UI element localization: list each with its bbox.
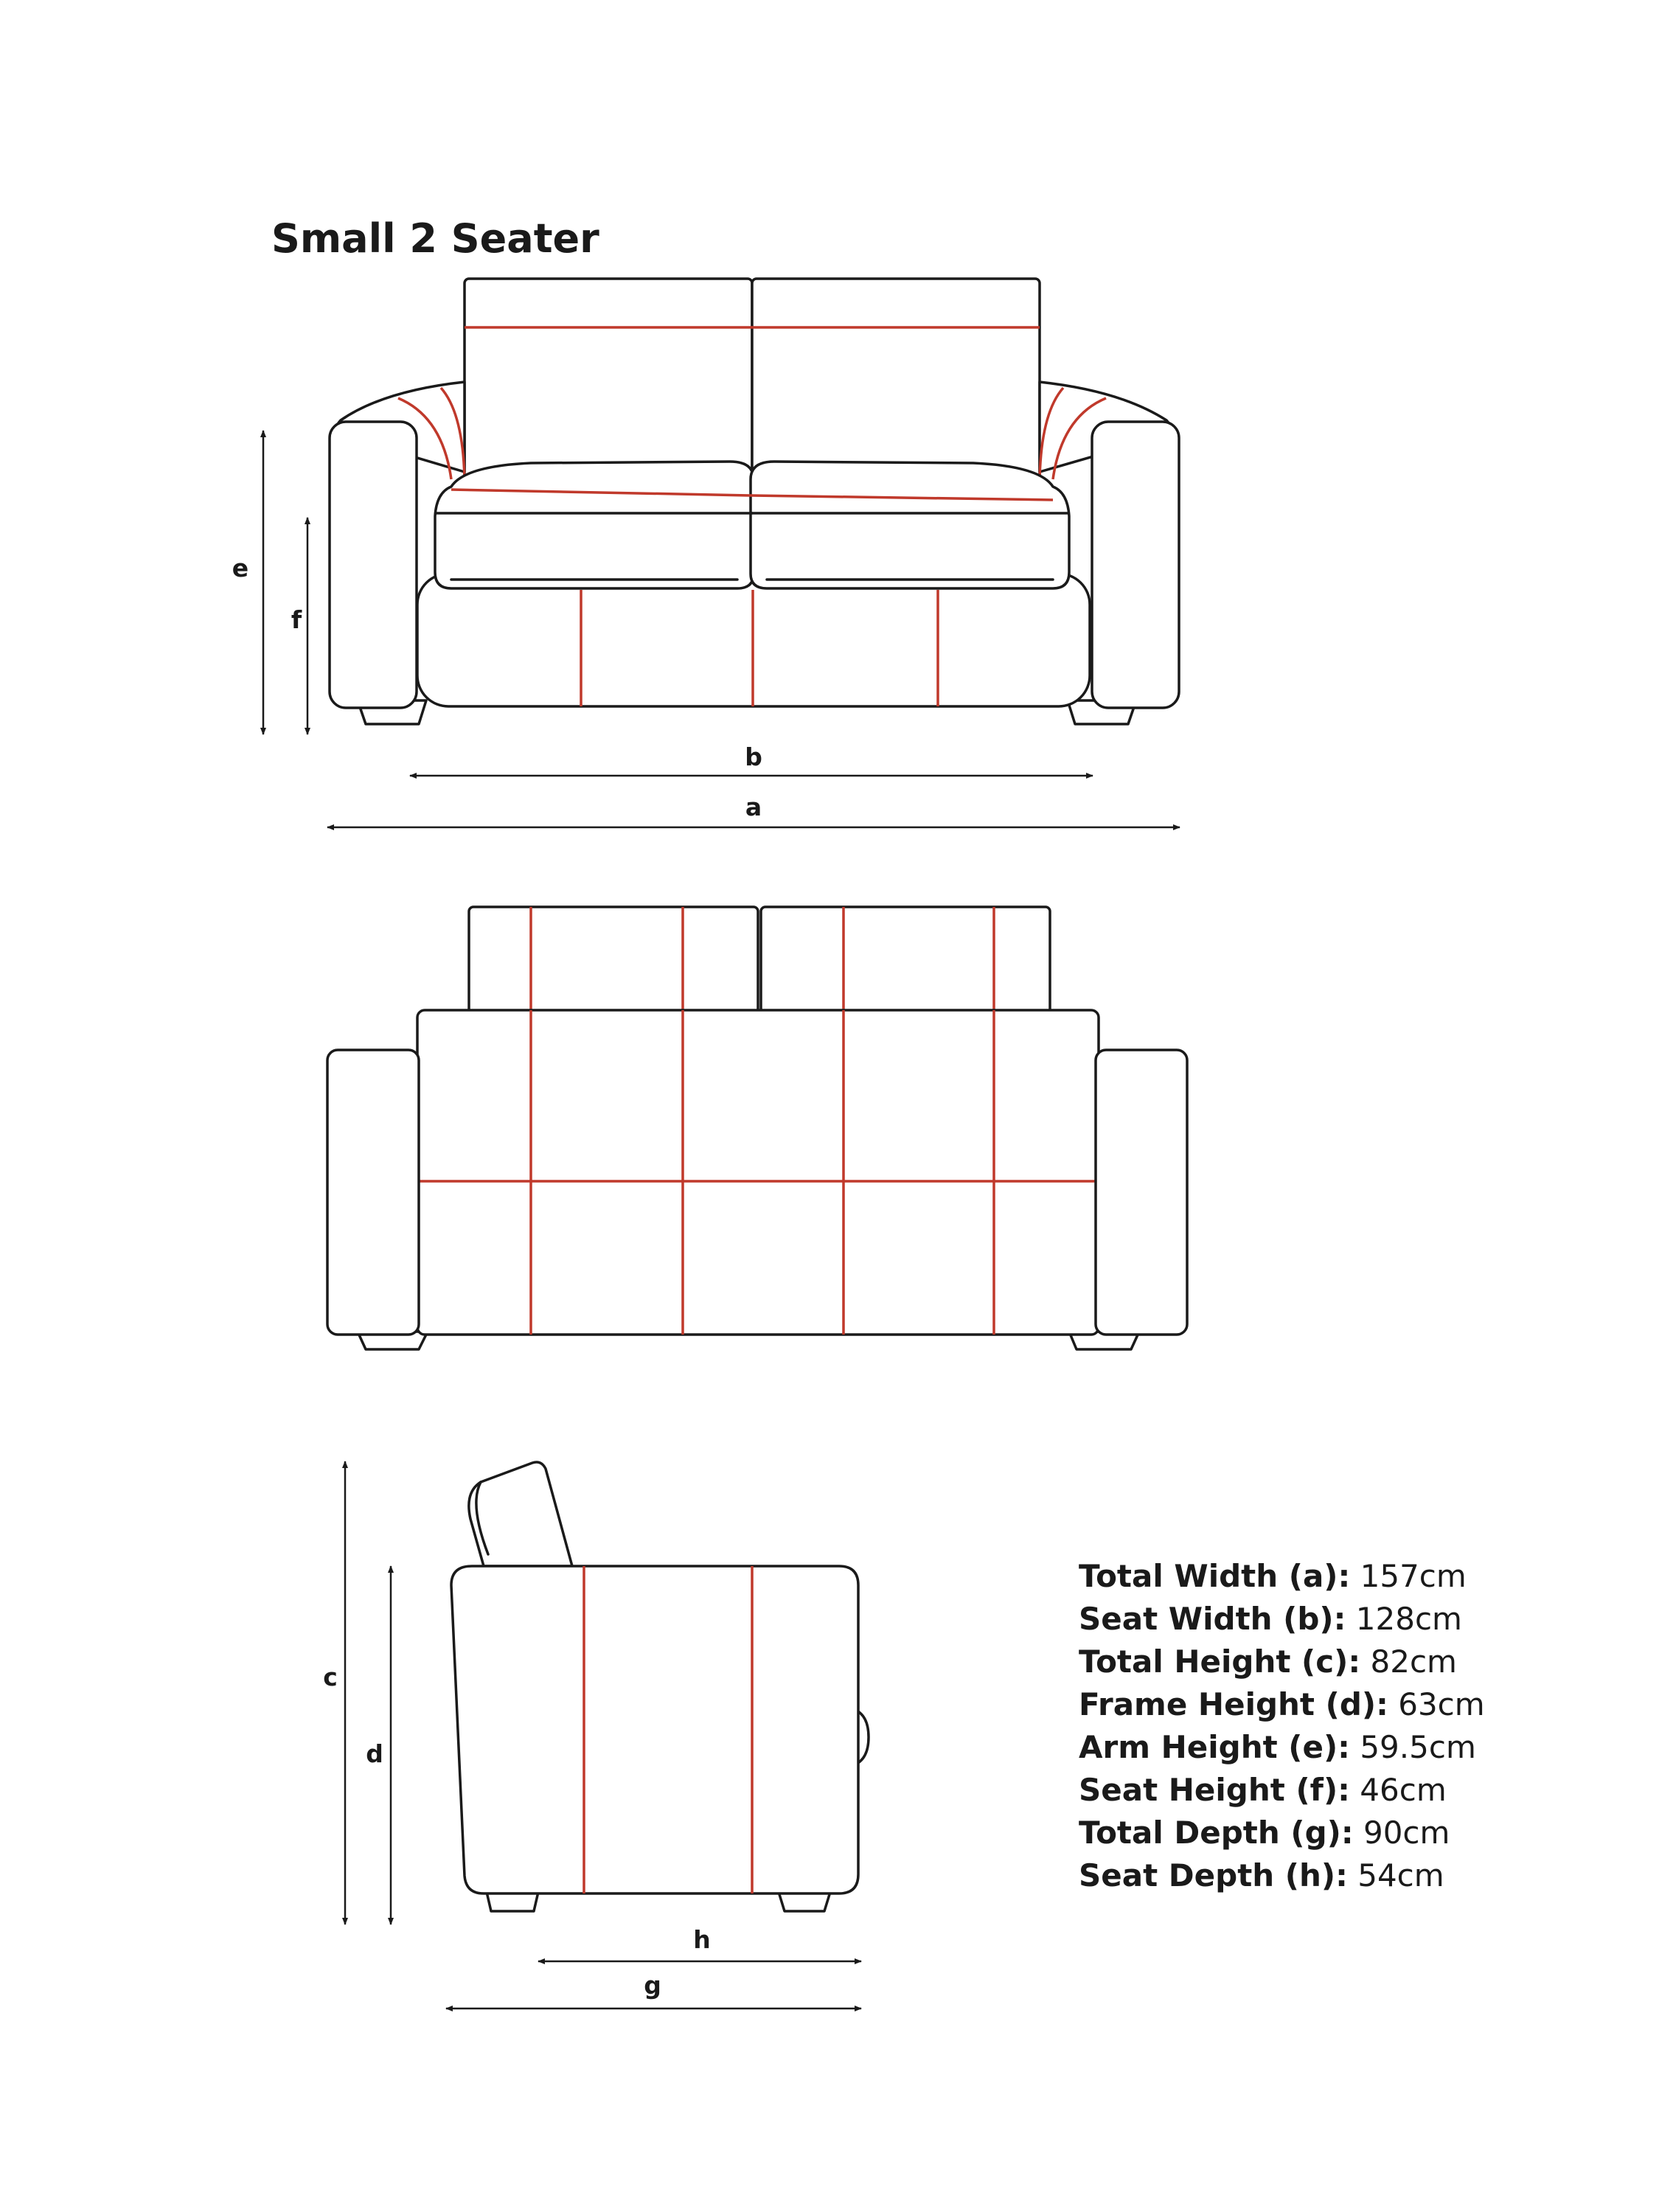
back-cushion-right: [761, 907, 1050, 1013]
spec-value: 128cm: [1346, 1601, 1462, 1637]
side-view: [451, 1462, 869, 1911]
spec-key: Arm Height (e):: [1079, 1729, 1350, 1765]
spec-row: [1079, 1857, 1444, 1893]
front-view: [330, 279, 1179, 724]
spec-row: [1079, 1558, 1467, 1594]
spec-key: Frame Height (d):: [1079, 1686, 1388, 1722]
dim-label-a: a: [745, 793, 762, 821]
spec-key: Total Height (c):: [1079, 1644, 1361, 1680]
dim-label-h: h: [693, 1925, 711, 1954]
side-leg-front: [487, 1892, 538, 1911]
back-cushion-left: [469, 907, 758, 1013]
back-main-panel: [417, 1010, 1099, 1335]
spec-row: [1079, 1772, 1447, 1808]
spec-key: Seat Height (f):: [1079, 1772, 1350, 1808]
spec-row: [1079, 1686, 1485, 1722]
spec-key: Total Width (a):: [1079, 1558, 1351, 1594]
spec-key: Total Depth (g):: [1079, 1815, 1354, 1851]
side-frame: [451, 1566, 858, 1893]
front-arm-left: [330, 422, 417, 708]
front-seat-cushion-right: [751, 462, 1069, 588]
back-arm-right: [1096, 1050, 1187, 1335]
spec-key: Seat Depth (h):: [1079, 1857, 1348, 1893]
dim-label-e: e: [232, 554, 249, 582]
spec-value: 90cm: [1353, 1815, 1450, 1851]
back-view: [327, 907, 1187, 1349]
front-seat-cushion-left: [435, 462, 754, 588]
spec-row: [1079, 1601, 1462, 1637]
spec-list: [1079, 1558, 1485, 1893]
spec-value: 46cm: [1349, 1772, 1447, 1808]
dim-label-d: d: [366, 1739, 383, 1768]
dim-label-b: b: [745, 742, 762, 771]
dim-label-g: g: [644, 1971, 661, 2000]
spec-value: 82cm: [1360, 1644, 1457, 1680]
spec-value: 54cm: [1347, 1857, 1444, 1893]
spec-value: 63cm: [1388, 1686, 1485, 1722]
spec-row: [1079, 1729, 1476, 1765]
diagram-title: Small 2 Seater: [271, 215, 599, 262]
dim-label-c: c: [323, 1663, 338, 1691]
side-leg-back: [779, 1892, 830, 1911]
spec-key: Seat Width (b):: [1079, 1601, 1346, 1637]
spec-row: [1079, 1644, 1457, 1680]
spec-value: 59.5cm: [1349, 1729, 1476, 1765]
back-arm-left: [327, 1050, 419, 1335]
spec-value: 157cm: [1350, 1558, 1467, 1594]
side-back-cushion: [469, 1462, 572, 1566]
dim-label-f: f: [291, 605, 302, 634]
spec-row: [1079, 1815, 1450, 1851]
front-arm-right: [1092, 422, 1179, 708]
